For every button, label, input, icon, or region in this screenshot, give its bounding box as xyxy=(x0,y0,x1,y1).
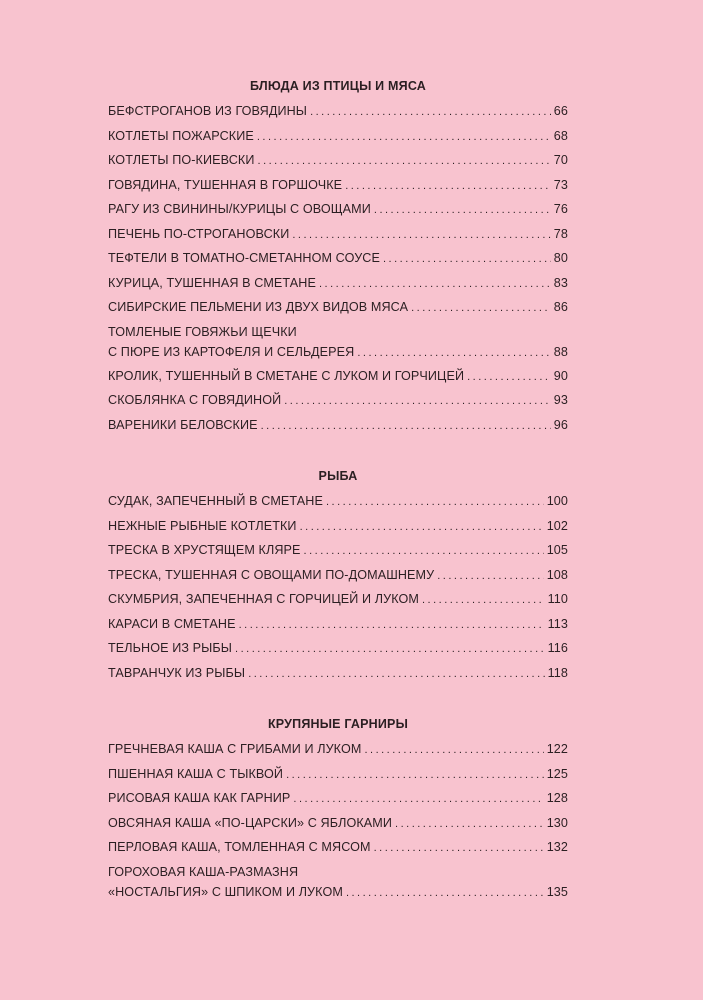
entry-title: СУДАК, ЗАПЕЧЕННЫЙ В СМЕТАНЕ xyxy=(108,494,323,508)
toc-entry[interactable] xyxy=(108,494,568,519)
entries-list xyxy=(108,104,568,442)
dot-leader xyxy=(261,419,551,434)
entry-title: ТАВРАНЧУК ИЗ РЫБЫ xyxy=(108,665,246,680)
dot-leader xyxy=(326,495,544,510)
entry-page: 132 xyxy=(546,840,568,854)
dot-leader xyxy=(346,886,544,901)
entry-page: 102 xyxy=(546,518,568,533)
entry-page: 118 xyxy=(547,665,568,680)
toc-entry[interactable] xyxy=(108,865,568,909)
toc-entry[interactable] xyxy=(108,543,568,568)
dot-leader xyxy=(374,203,551,218)
dot-leader xyxy=(284,394,551,409)
dot-leader xyxy=(383,252,551,267)
entry-page: 90 xyxy=(553,368,568,383)
entry-title: ТЕФТЕЛИ В ТОМАТНО-СМЕТАННОМ СОУСЕ xyxy=(108,251,380,265)
dot-leader xyxy=(257,130,551,145)
entry-title: СИБИРСКИЕ ПЕЛЬМЕНИ ИЗ ДВУХ ВИДОВ МЯСА xyxy=(108,300,409,314)
toc-entry[interactable] xyxy=(108,816,568,841)
toc-entry[interactable] xyxy=(108,129,568,154)
entry-page: 68 xyxy=(553,128,568,143)
dot-leader xyxy=(357,346,550,361)
dot-leader xyxy=(304,544,544,559)
entry-title: ОВСЯНАЯ КАША «ПО-ЦАРСКИ» С ЯБЛОКАМИ xyxy=(108,815,393,830)
toc-entry[interactable] xyxy=(108,418,568,443)
entry-page: 110 xyxy=(547,592,568,606)
dot-leader xyxy=(422,593,545,608)
entry-title: С ПЮРЕ ИЗ КАРТОФЕЛЯ И СЕЛЬДЕРЕЯ xyxy=(108,344,355,359)
entry-page: 116 xyxy=(547,641,568,655)
entry-page: 128 xyxy=(546,791,568,805)
entry-page: 70 xyxy=(553,153,568,167)
dot-leader xyxy=(293,792,543,807)
entry-page: 130 xyxy=(546,815,568,830)
toc-entry[interactable] xyxy=(108,791,568,816)
toc-entry[interactable] xyxy=(108,369,568,394)
toc-entry[interactable] xyxy=(108,617,568,642)
section-fish xyxy=(108,468,568,690)
entry-page: 105 xyxy=(546,543,568,557)
entry-title: КУРИЦА, ТУШЕННАЯ В СМЕТАНЕ xyxy=(108,275,316,290)
entry-page: 100 xyxy=(546,494,568,508)
toc-entry[interactable] xyxy=(108,666,568,691)
dot-leader xyxy=(345,179,551,194)
toc-entry[interactable] xyxy=(108,519,568,544)
entry-title: ПЕЧЕНЬ ПО-СТРОГАНОВСКИ xyxy=(108,226,290,241)
entry-title: ГРЕЧНЕВАЯ КАША С ГРИБАМИ И ЛУКОМ xyxy=(108,742,362,756)
entry-page: 73 xyxy=(553,177,568,192)
entry-page: 80 xyxy=(553,251,568,265)
toc-entry[interactable] xyxy=(108,251,568,276)
section-title: КРУПЯНЫЕ ГАРНИРЫ xyxy=(267,717,409,731)
entry-title: РИСОВАЯ КАША КАК ГАРНИР xyxy=(108,791,291,805)
entry-page: 86 xyxy=(553,300,568,314)
entry-page: 122 xyxy=(546,742,568,756)
toc-entry[interactable] xyxy=(108,325,568,369)
entry-title: КАРАСИ В СМЕТАНЕ xyxy=(108,616,236,631)
entries-list xyxy=(108,742,568,909)
toc-entry[interactable] xyxy=(108,276,568,301)
entry-title: ТРЕСКА, ТУШЕННАЯ С ОВОЩАМИ ПО-ДОМАШНЕМУ xyxy=(108,567,435,582)
table-of-contents xyxy=(108,78,568,935)
entry-title-line1: ГОРОХОВАЯ КАША-РАЗМАЗНЯ xyxy=(108,864,299,879)
section-poultry-meat xyxy=(108,78,568,442)
entry-page: 66 xyxy=(553,104,568,118)
entry-page: 76 xyxy=(553,202,568,216)
entry-title: ПЕРЛОВАЯ КАША, ТОМЛЕННАЯ С МЯСОМ xyxy=(108,840,371,854)
entry-title: ВАРЕНИКИ БЕЛОВСКИЕ xyxy=(108,417,258,432)
entry-page: 113 xyxy=(547,616,568,631)
dot-leader xyxy=(235,642,545,657)
dot-leader xyxy=(395,817,544,832)
entry-page: 108 xyxy=(546,567,568,582)
dot-leader xyxy=(258,154,551,169)
toc-entry[interactable] xyxy=(108,178,568,203)
section-title: РЫБА xyxy=(318,469,358,483)
entry-page: 125 xyxy=(546,766,568,781)
toc-entry[interactable] xyxy=(108,568,568,593)
toc-entry[interactable] xyxy=(108,153,568,178)
entry-page: 96 xyxy=(553,417,568,432)
entry-title: РАГУ ИЗ СВИНИНЫ/КУРИЦЫ С ОВОЩАМИ xyxy=(108,202,371,216)
entry-title: БЕФСТРОГАНОВ ИЗ ГОВЯДИНЫ xyxy=(108,104,308,118)
entry-title: ТРЕСКА В ХРУСТЯЩЕМ КЛЯРЕ xyxy=(108,543,301,557)
toc-entry[interactable] xyxy=(108,227,568,252)
entry-title-line1: ТОМЛЕНЫЕ ГОВЯЖЬИ ЩЕЧКИ xyxy=(108,324,297,339)
toc-entry[interactable] xyxy=(108,592,568,617)
entry-title: ПШЕННАЯ КАША С ТЫКВОЙ xyxy=(108,766,284,781)
toc-entry[interactable] xyxy=(108,202,568,227)
dot-leader xyxy=(239,618,545,633)
dot-leader xyxy=(286,768,544,783)
entry-title: СКУМБРИЯ, ЗАПЕЧЕННАЯ С ГОРЧИЦЕЙ И ЛУКОМ xyxy=(108,592,419,606)
dot-leader xyxy=(300,520,544,535)
entry-title: КРОЛИК, ТУШЕННЫЙ В СМЕТАНЕ С ЛУКОМ И ГОРЧИЦЕЙ xyxy=(108,368,465,383)
entry-title: «НОСТАЛЬГИЯ» С ШПИКОМ И ЛУКОМ xyxy=(108,884,343,899)
entry-page: 83 xyxy=(553,275,568,290)
toc-entry[interactable] xyxy=(108,393,568,418)
entry-title: ТЕЛЬНОЕ ИЗ РЫБЫ xyxy=(108,641,233,655)
section-title: БЛЮДА ИЗ ПТИЦЫ И МЯСА xyxy=(250,79,426,93)
toc-entry[interactable] xyxy=(108,840,568,865)
toc-entry[interactable] xyxy=(108,104,568,129)
dot-leader xyxy=(411,301,551,316)
entry-title: НЕЖНЫЕ РЫБНЫЕ КОТЛЕТКИ xyxy=(108,518,297,533)
entries-list xyxy=(108,494,568,690)
entry-title: КОТЛЕТЫ ПОЖАРСКИЕ xyxy=(108,128,254,143)
dot-leader xyxy=(374,841,544,856)
dot-leader xyxy=(248,667,544,682)
entry-page: 78 xyxy=(553,226,568,241)
entry-page: 88 xyxy=(553,344,568,359)
dot-leader xyxy=(319,277,551,292)
section-grain-sides xyxy=(108,716,568,909)
toc-entry[interactable] xyxy=(108,767,568,792)
toc-entry[interactable] xyxy=(108,641,568,666)
entry-title: ГОВЯДИНА, ТУШЕННАЯ В ГОРШОЧКЕ xyxy=(108,177,343,192)
entry-page: 93 xyxy=(553,393,568,407)
toc-entry[interactable] xyxy=(108,300,568,325)
entry-page: 135 xyxy=(546,884,568,899)
dot-leader xyxy=(292,228,550,243)
toc-entry[interactable] xyxy=(108,742,568,767)
dot-leader xyxy=(310,105,551,120)
entry-title: КОТЛЕТЫ ПО-КИЕВСКИ xyxy=(108,153,255,167)
dot-leader xyxy=(437,569,543,584)
entry-title: СКОБЛЯНКА С ГОВЯДИНОЙ xyxy=(108,393,282,407)
dot-leader xyxy=(467,370,551,385)
dot-leader xyxy=(364,743,543,758)
